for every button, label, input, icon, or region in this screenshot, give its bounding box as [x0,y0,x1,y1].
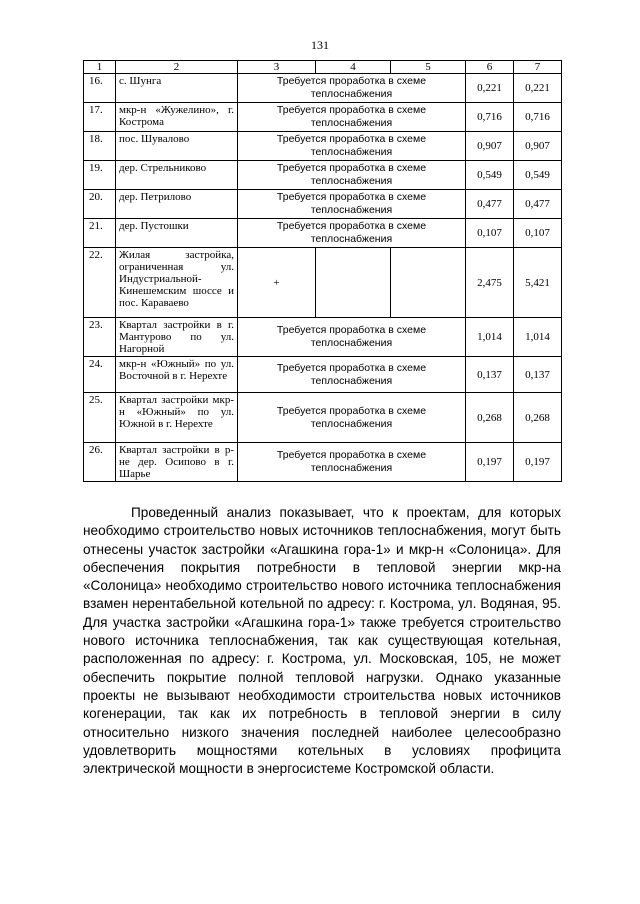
value-col7: 0,549 [514,161,562,190]
object-name: дер. Стрельниково [116,161,238,190]
col-header: 4 [316,61,391,74]
status-note: Требуется проработка в схеме теплоснабжения [238,443,466,482]
object-name: Квартал застройки в г. Мантурово по ул. Нагорной [116,318,238,357]
table-row [84,103,562,132]
value-col7: 0,137 [514,357,562,393]
value-col7: 0,107 [514,219,562,248]
object-name: с. Шунга [116,74,238,103]
table-row [84,219,562,248]
status-note: Требуется проработка в схеме теплоснабжения [238,219,466,248]
value-col6: 0,197 [466,443,514,482]
row-number: 16. [84,74,116,103]
table-row [84,443,562,482]
value-col7: 5,421 [514,248,562,318]
object-name: дер. Петрилово [116,190,238,219]
row-number: 19. [84,161,116,190]
col4-cell [316,248,391,318]
value-col6: 0,137 [466,357,514,393]
value-col6: 2,475 [466,248,514,318]
row-number: 23. [84,318,116,357]
table-row [84,393,562,443]
status-note: Требуется проработка в схеме теплоснабжения [238,161,466,190]
col-header: 6 [466,61,514,74]
row-number: 22. [84,248,116,318]
object-name: мкр-н «Южный» по ул. Восточной в г. Нерехте [116,357,238,393]
value-col6: 0,221 [466,74,514,103]
object-name: Жилая застройка, ограниченная ул. Индустриальной-Кинешемским шоссе и пос. Караваево [116,248,238,318]
table-row [84,318,562,357]
table-row [84,74,562,103]
row-number: 18. [84,132,116,161]
table-row [84,132,562,161]
col5-cell [391,248,466,318]
col3-cell: + [238,248,316,318]
heat-load-table [83,60,562,482]
row-number: 17. [84,103,116,132]
col-header: 5 [391,61,466,74]
object-name: Квартал застройки мкр-н «Южный» по ул. Южной в г. Нерехте [116,393,238,443]
analysis-paragraph: Проведенный анализ показывает, что к проектам, для которых необходимо строительство новых источников теплоснабжения, могут быть отнесены участок застройки «Агашкина гора-1» и мкр-н «Солоница». Для обеспечения покрытия потребности в тепловой энергии мкр-на «Солоница» необходимо строительство нового источника теплоснабжения взамен нерентабельной котельной по адресу: г. Кострома, ул. Водяная, 95. Для участка застройки «Агашкина гора-1» также требуется строительство нового источника теплоснабжения, так как существующая котельная, расположенная по адресу: г. Кострома, ул. Московская, 105, не может обеспечить покрытие полной тепловой нагрузки. Однако указанные проекты не вызывают необходимости строительства новых источников когенерации, так как их потребность в тепловой энергии в силу относительно низкого значения последней наиболее целесообразно удовлетворить мощностями котельных в условиях профицита электрической мощности в энергосистеме Костромской области. [83,505,561,777]
table-header-row [84,61,562,74]
status-note: Требуется проработка в схеме теплоснабжения [238,357,466,393]
value-col6: 0,107 [466,219,514,248]
row-number: 25. [84,393,116,443]
col-header: 3 [238,61,316,74]
value-col7: 1,014 [514,318,562,357]
status-note: Требуется проработка в схеме теплоснабжения [238,103,466,132]
value-col7: 0,907 [514,132,562,161]
table-row [84,248,562,318]
object-name: Квартал застройки в р-не дер. Осипово в г. Шарье [116,443,238,482]
value-col6: 0,907 [466,132,514,161]
value-col7: 0,477 [514,190,562,219]
row-number: 21. [84,219,116,248]
value-col7: 0,221 [514,74,562,103]
value-col6: 0,716 [466,103,514,132]
value-col7: 0,716 [514,103,562,132]
row-number: 20. [84,190,116,219]
status-note: Требуется проработка в схеме теплоснабжения [238,74,466,103]
object-name: дер. Пустошки [116,219,238,248]
table-row [84,190,562,219]
object-name: мкр-н «Жужелино», г. Кострома [116,103,238,132]
status-note: Требуется проработка в схеме теплоснабжения [238,393,466,443]
status-note: Требуется проработка в схеме теплоснабжения [238,318,466,357]
object-name: пос. Шувалово [116,132,238,161]
row-number: 24. [84,357,116,393]
value-col7: 0,268 [514,393,562,443]
status-note: Требуется проработка в схеме теплоснабжения [238,190,466,219]
col-header: 7 [514,61,562,74]
row-number: 26. [84,443,116,482]
value-col6: 0,268 [466,393,514,443]
col-header: 1 [84,61,116,74]
table-row [84,161,562,190]
value-col6: 1,014 [466,318,514,357]
page-number: 131 [311,38,329,52]
value-col7: 0,197 [514,443,562,482]
table-row [84,357,562,393]
value-col6: 0,477 [466,190,514,219]
status-note: Требуется проработка в схеме теплоснабжения [238,132,466,161]
value-col6: 0,549 [466,161,514,190]
col-header: 2 [116,61,238,74]
